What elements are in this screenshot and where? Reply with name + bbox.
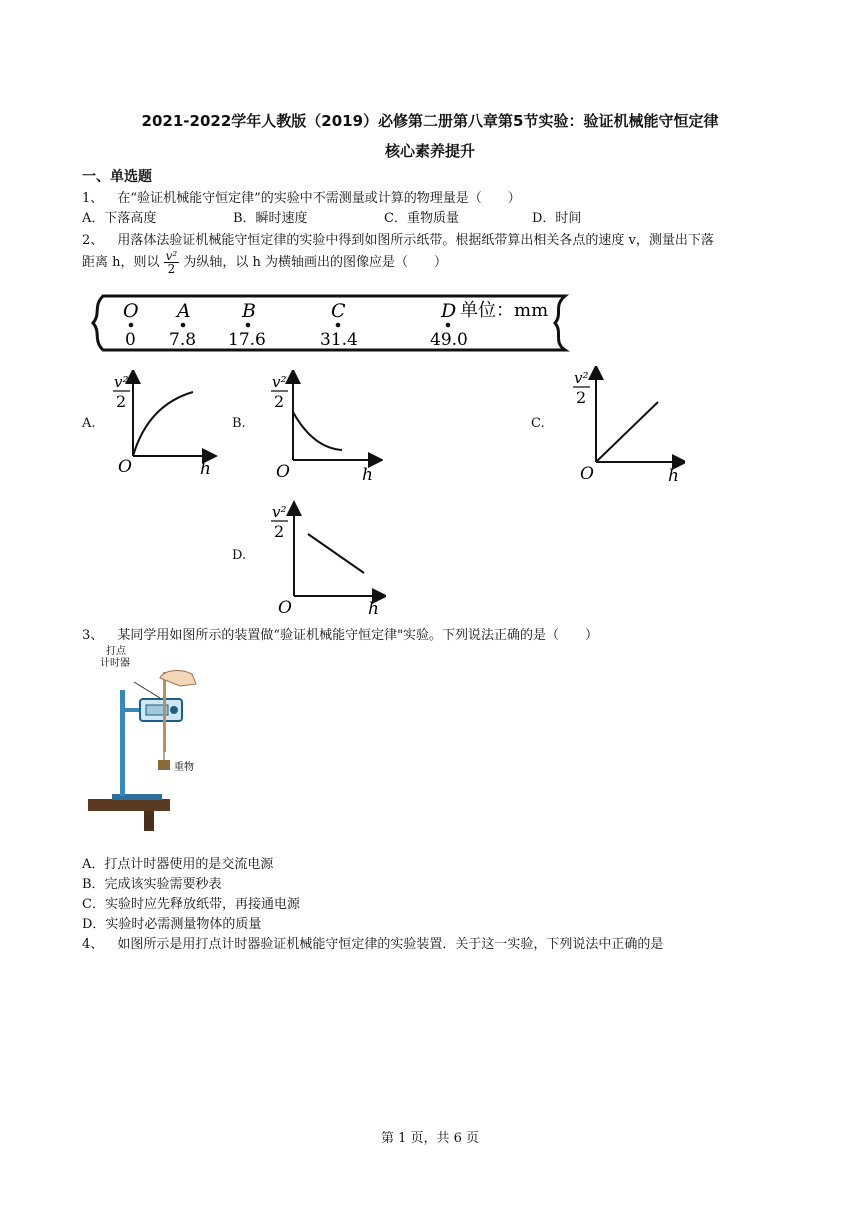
graph-c bbox=[570, 366, 685, 486]
q2-option-c: C. bbox=[531, 416, 545, 431]
tape-point-d: D bbox=[441, 300, 457, 322]
question-2-line2 bbox=[82, 250, 447, 275]
tape-point-a: A bbox=[177, 300, 191, 322]
origin-label: O bbox=[580, 464, 594, 484]
tape-dot bbox=[181, 323, 186, 328]
tape-dot bbox=[446, 323, 451, 328]
line-decreasing bbox=[308, 534, 364, 573]
q2-option-d: D. bbox=[232, 548, 247, 563]
question-4 bbox=[82, 933, 663, 952]
page-subtitle: 核心素养提升 bbox=[384, 142, 475, 160]
x-label: h bbox=[668, 466, 679, 486]
label-timer-1: 打点 bbox=[106, 646, 126, 657]
question-3 bbox=[82, 624, 598, 643]
question-number: 1、 bbox=[82, 191, 104, 206]
label-weight: 重物 bbox=[174, 762, 194, 773]
x-label: h bbox=[200, 459, 211, 479]
q1-option-a: A．下落高度 bbox=[82, 211, 157, 226]
q1-option-c: C．重物质量 bbox=[384, 211, 459, 226]
page-footer: 第 1 页，共 6 页 bbox=[380, 1131, 480, 1146]
tape-value: 17.6 bbox=[228, 330, 266, 350]
q1-option-b: B．瞬时速度 bbox=[233, 211, 308, 226]
q2-option-b: B. bbox=[232, 416, 246, 431]
q3-option-a: A．打点计时器使用的是交流电源 bbox=[82, 857, 274, 872]
label-timer-2: 计时器 bbox=[100, 658, 130, 669]
table-leg bbox=[144, 811, 154, 831]
section-heading: 一、单选题 bbox=[82, 169, 152, 185]
y-label-num: v² bbox=[272, 373, 287, 391]
y-label-num: v² bbox=[272, 503, 287, 521]
question-text: 在“验证机械能守恒定律”的实验中不需测量或计算的物理量是（ ） bbox=[117, 191, 521, 206]
line-proportional bbox=[596, 402, 658, 462]
apparatus-figure bbox=[84, 642, 224, 834]
graph-d bbox=[268, 500, 386, 618]
question-2 bbox=[82, 229, 714, 248]
origin-label: O bbox=[118, 457, 132, 477]
tape-dot bbox=[336, 323, 341, 328]
question-number: 3、 bbox=[82, 628, 104, 643]
question-text-post: 为纵轴，以 h 为横轴画出的图像应是（ ） bbox=[183, 255, 448, 270]
q3-option-c: C．实验时应先释放纸带，再接通电源 bbox=[82, 897, 300, 912]
weight-block bbox=[158, 760, 170, 770]
tape-value: 7.8 bbox=[169, 330, 197, 350]
table-top bbox=[88, 799, 170, 811]
stand-rod bbox=[120, 690, 125, 796]
tape-point-b: B bbox=[242, 300, 256, 322]
tape-dot bbox=[246, 323, 251, 328]
q2-option-a: A. bbox=[82, 416, 96, 431]
y-label-den: 2 bbox=[576, 388, 587, 407]
origin-label: O bbox=[276, 462, 290, 482]
y-label-den: 2 bbox=[274, 522, 285, 541]
y-label-num: v² bbox=[574, 369, 589, 387]
origin-label: O bbox=[278, 598, 292, 618]
question-number: 2、 bbox=[82, 233, 104, 248]
fraction-numerator: v² bbox=[165, 249, 178, 263]
y-label-num: v² bbox=[114, 373, 129, 391]
q1-option-d: D．时间 bbox=[532, 211, 582, 226]
tape-point-o: O bbox=[123, 300, 139, 322]
question-text-pre: 距离 h，则以 bbox=[82, 255, 160, 270]
x-label: h bbox=[368, 599, 379, 618]
question-number: 4、 bbox=[82, 937, 104, 952]
q3-option-b: B．完成该实验需要秒表 bbox=[82, 877, 222, 892]
curve-decreasing bbox=[293, 412, 342, 450]
tape-point-c: C bbox=[331, 300, 346, 322]
question-text: 如图所示是用打点计时器验证机械能守恒定律的实验装置．关于这一实验，下列说法中正确的是 bbox=[117, 937, 664, 952]
paper-tape-figure bbox=[85, 292, 575, 354]
graph-a bbox=[108, 370, 218, 480]
question-1 bbox=[82, 187, 521, 206]
tape-value: 0 bbox=[125, 330, 136, 350]
q3-option-d: D．实验时必需测量物体的质量 bbox=[82, 917, 262, 932]
paper-tape bbox=[163, 672, 166, 752]
graph-b bbox=[268, 370, 383, 485]
x-label: h bbox=[362, 465, 373, 485]
tape-value: 49.0 bbox=[430, 330, 468, 350]
fraction-denominator: 2 bbox=[167, 262, 176, 276]
curve-concave-down bbox=[133, 392, 193, 456]
question-text: 某同学用如图所示的装置做“验证机械能守恒定律"实验。下列说法正确的是（ ） bbox=[117, 628, 599, 643]
y-label-den: 2 bbox=[274, 392, 285, 411]
y-label-den: 2 bbox=[116, 392, 127, 411]
tape-dot bbox=[129, 323, 134, 328]
question-text: 用落体法验证机械能守恒定律的实验中得到如图所示纸带。根据纸带算出相关各点的速度 v，测量出下落 bbox=[117, 233, 714, 248]
page-title: 2021-2022学年人教版（2019）必修第二册第八章第5节实验：验证机械能守恒定律 bbox=[141, 112, 719, 130]
tape-unit: 单位：mm bbox=[460, 300, 549, 321]
tape-value: 31.4 bbox=[320, 330, 358, 350]
fraction bbox=[164, 250, 180, 275]
